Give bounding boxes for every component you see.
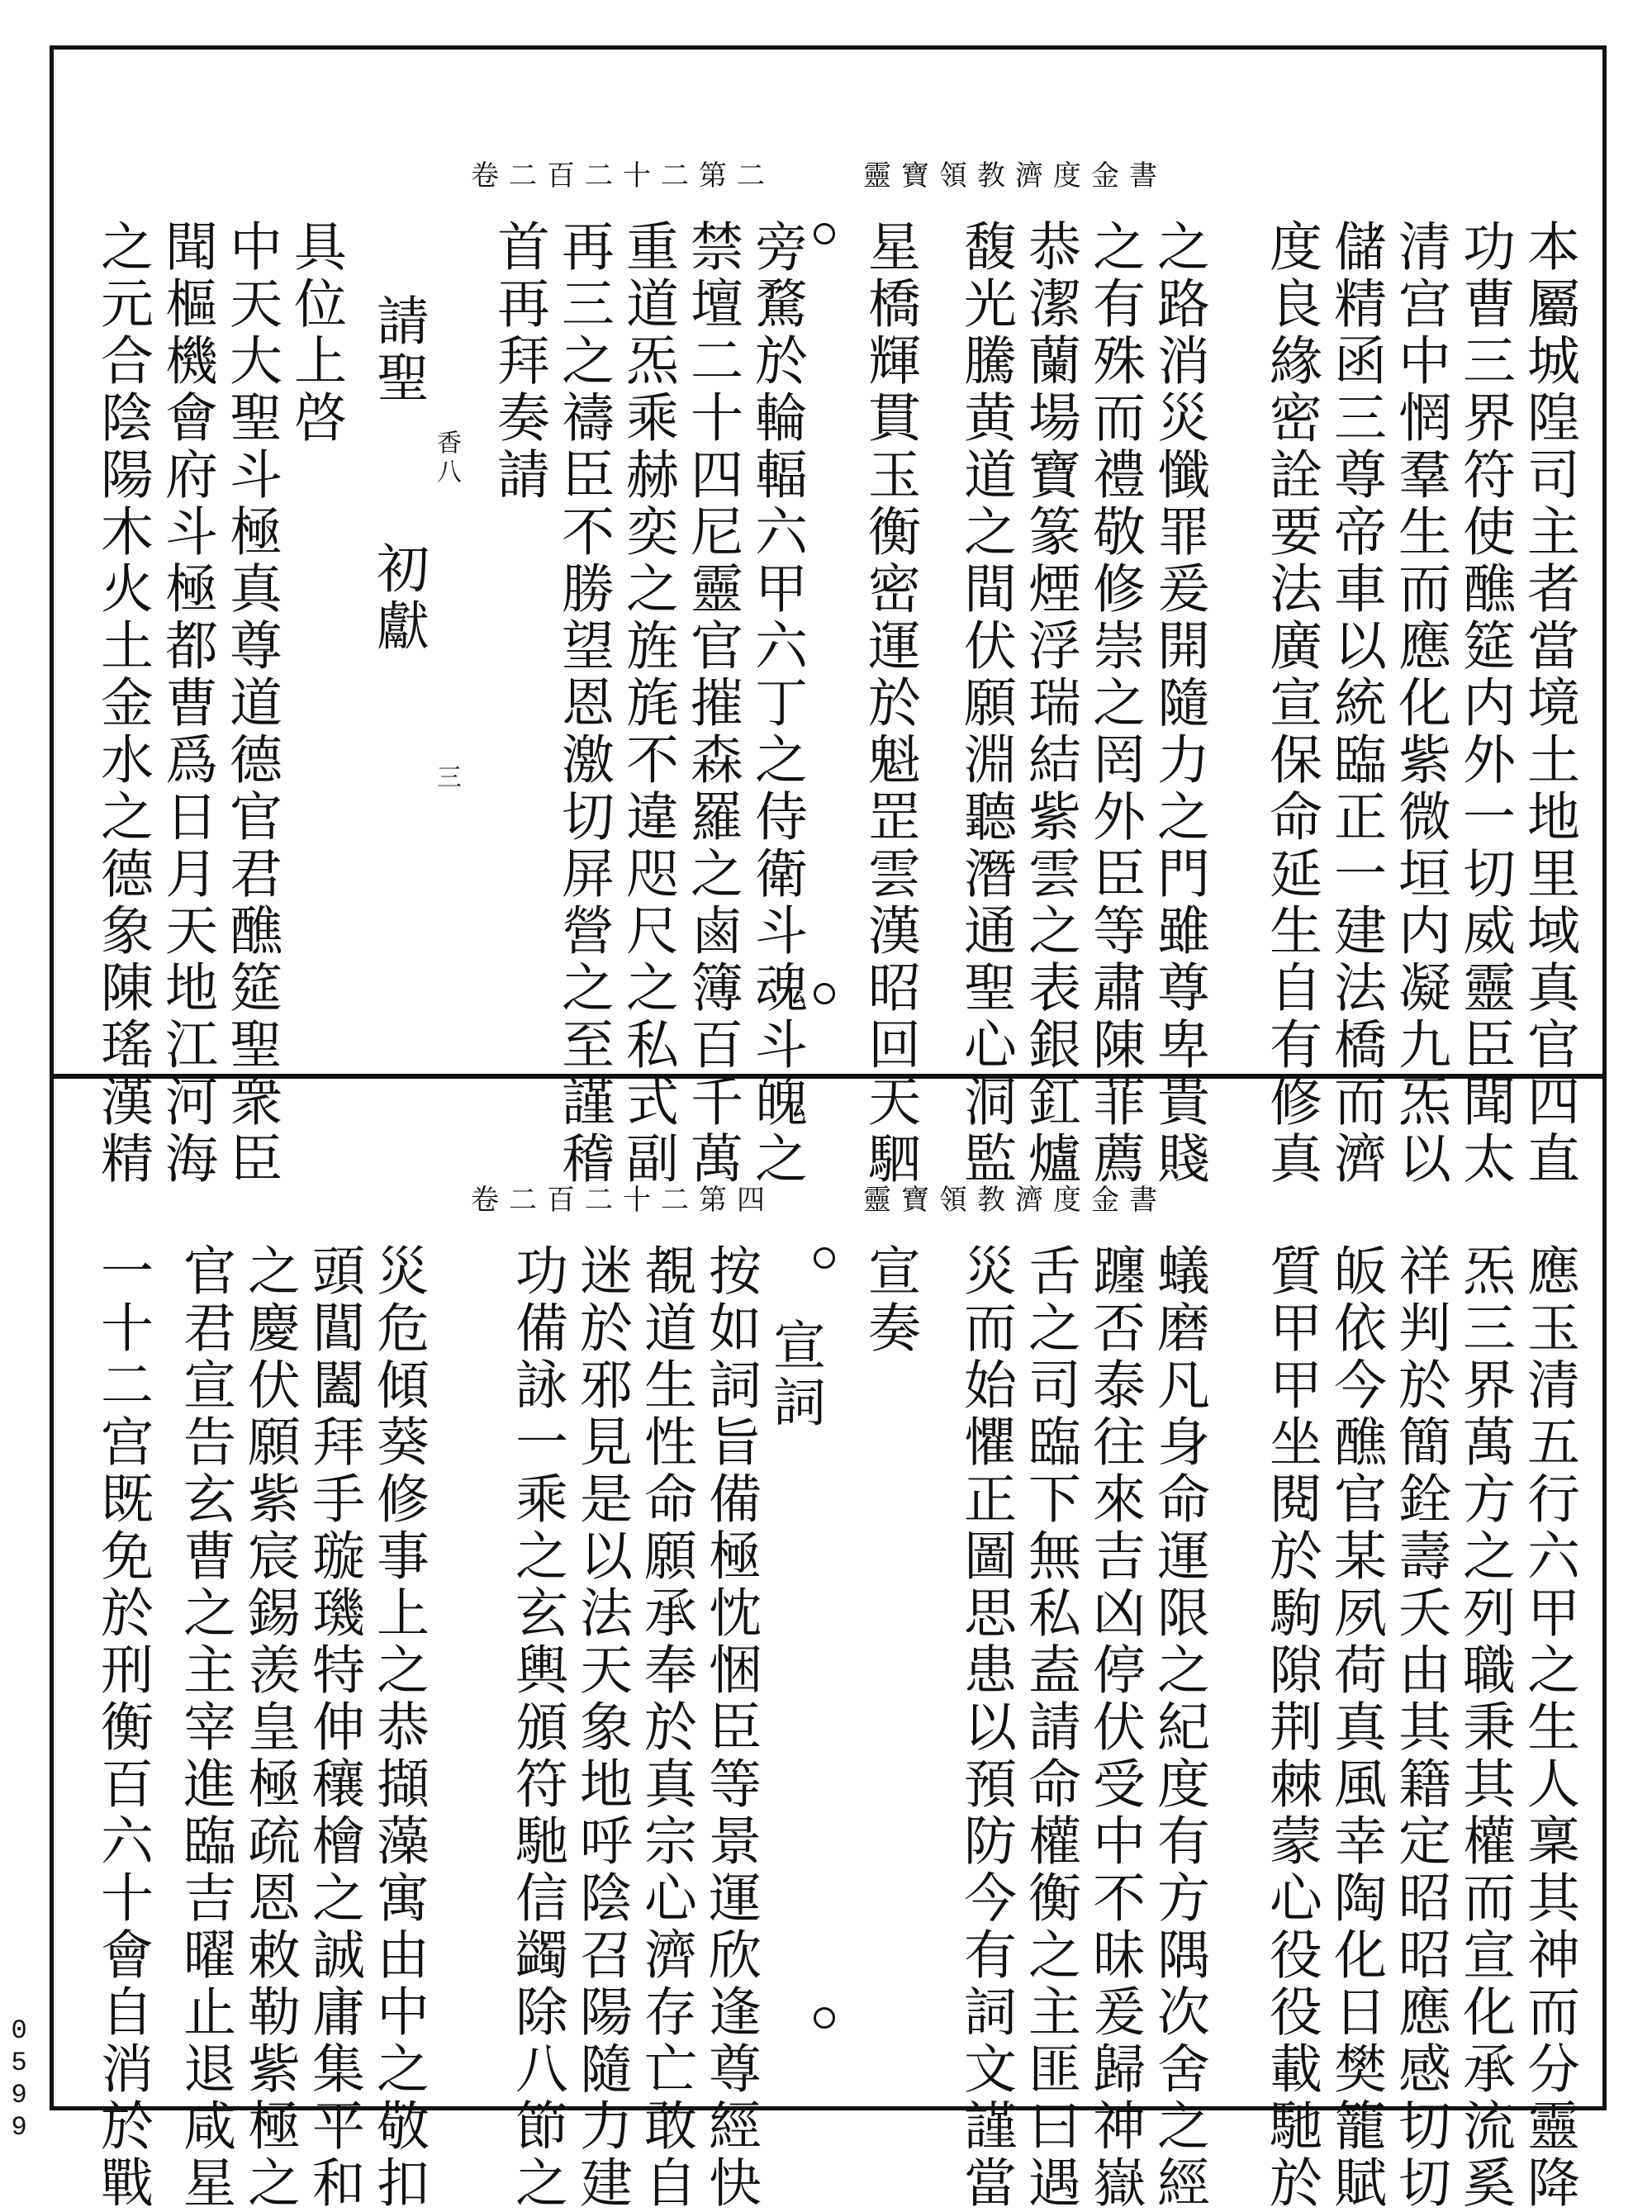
top-col-4: 儲精函三尊帝車以統臨正一建法橋而濟	[1325, 219, 1386, 1188]
page-number-text: 0599	[3, 2015, 35, 2144]
bottom-col-2: 炁三界萬方之列職秉其權而宣化承流奚	[1454, 1243, 1515, 2212]
bottom-header-title: 靈寶領教濟度金書	[863, 1184, 1167, 1217]
top-header-title: 靈寶領教濟度金書	[863, 159, 1167, 192]
bottom-col-18: 之慶伏願紫宸錫羡皇極疏恩敕勒紫極之	[239, 1243, 300, 2212]
bottom-col-14: 迷於邪見是以法天象地呼陰召陽隨力建	[571, 1243, 632, 2212]
top-col-21: 之元合陰陽木火土金水之德象陳瑤漢精	[92, 219, 153, 1188]
circle-marker	[814, 983, 835, 1004]
top-col-11: 旁騖於輪輻六甲六丁之侍衛斗魂斗魄之	[746, 219, 807, 1188]
bottom-col-20: 一十二宫既免於刑衡百六十會自消於戰	[92, 1243, 153, 2212]
bottom-col-10: 宣奏	[859, 1243, 920, 1357]
top-col-7: 之有殊而禮敬修崇之罔外臣等肅陳菲薦	[1084, 219, 1145, 1188]
top-col-1: 本屬城隍司主者當境土地里域真官四直	[1518, 219, 1579, 1188]
bottom-col-19: 官君宣告玄曹之主宰進臨吉曜止退咸星	[174, 1243, 235, 2212]
bottom-col-5: 質甲甲坐閱於駒隙荆棘蒙心役役載馳於	[1260, 1243, 1322, 2212]
top-col-10: 星橋輝貫玉衡密運於魁罡雲漢昭回天駟	[859, 219, 920, 1188]
top-col-9: 馥光騰黄道之間伏願淵聽潛通聖心洞監	[955, 219, 1016, 1188]
top-col-12: 禁壇二十四尼靈官摧森羅之鹵簿百千萬	[681, 219, 743, 1188]
bottom-col-8: 舌之司臨下無私盍請命權衡之主匪曰遇	[1019, 1243, 1080, 2212]
top-note-1: 香八	[432, 430, 461, 487]
top-col-14: 再三之禱臣不勝望恩激切屏營之至謹稽	[553, 219, 614, 1188]
top-col-8: 恭潔蘭場寶篆煙浮瑞結紫雲之表銀釭爐	[1019, 219, 1080, 1188]
page-number	[3, 2015, 35, 2152]
top-note-2: 三	[432, 764, 461, 793]
top-col-20: 聞樞機會府斗極都曹爲日月天地江河海	[156, 219, 217, 1188]
top-col-16: 請聖	[368, 293, 429, 407]
bottom-col-9: 災而始懼正圖思患以預防今有詞文謹當	[955, 1243, 1016, 2212]
top-col-18: 具位上啓	[285, 219, 346, 447]
bottom-col-1: 應玉清五行六甲之生人稟其神而分靈降	[1518, 1243, 1579, 2212]
bottom-col-16: 災危傾葵修事上之恭擷藻寓由中之敬扣	[368, 1243, 429, 2212]
top-col-5: 度良緣密詮要法廣宣保命延生自有修真	[1260, 219, 1322, 1188]
bottom-col-12: 按如詞旨備極忱悃臣等景運欣逢尊經快	[700, 1243, 761, 2212]
top-header-volume: 卷二百二十二第二	[471, 159, 775, 192]
top-col-2: 功曹三界符使醮筵内外一切威靈臣聞太	[1454, 219, 1515, 1188]
top-col-19: 中天大聖斗極真尊道德官君醮筵聖衆臣	[221, 219, 282, 1188]
bottom-header-volume: 卷二百二十二第四	[471, 1184, 775, 1217]
top-col-6: 之路消災懺罪爰開隨力之門雖尊卑貴賤	[1148, 219, 1209, 1188]
bottom-col-7: 躔否泰往來吉凶停伏受中不昧爰歸神嶽	[1084, 1243, 1145, 2212]
circle-marker	[814, 1247, 835, 1269]
bottom-col-3: 祥判於簡銓壽夭由其籍定昭昭應感切切	[1389, 1243, 1450, 2212]
circle-marker	[814, 2007, 835, 2029]
bottom-col-11: 宣詞	[764, 1317, 825, 1431]
top-col-13: 重道炁乘赫奕之旌旄不違咫尺之私式副	[617, 219, 678, 1188]
circle-marker	[814, 223, 835, 244]
top-col-17: 初獻	[368, 541, 429, 655]
bottom-col-13: 覩道生性命願承奉於真宗心濟存亡敢自	[635, 1243, 696, 2212]
bottom-col-17: 頭閶闔拜手璇璣特伸穰檜之誠庸集平和	[303, 1243, 364, 2212]
bottom-col-15: 功備詠一乘之玄輿頒符馳信蠲除八節之	[506, 1243, 567, 2212]
top-col-3: 清宫中惘羣生而應化紫微垣内凝九炁以	[1389, 219, 1450, 1188]
bottom-col-6: 蟻磨凡身命運限之紀度有方隅次舍之經	[1148, 1243, 1209, 2212]
top-col-15: 首再拜奏請	[488, 219, 549, 504]
bottom-col-4: 皈依今醮官某夙荷真風幸陶化日樊籠賦	[1325, 1243, 1386, 2212]
